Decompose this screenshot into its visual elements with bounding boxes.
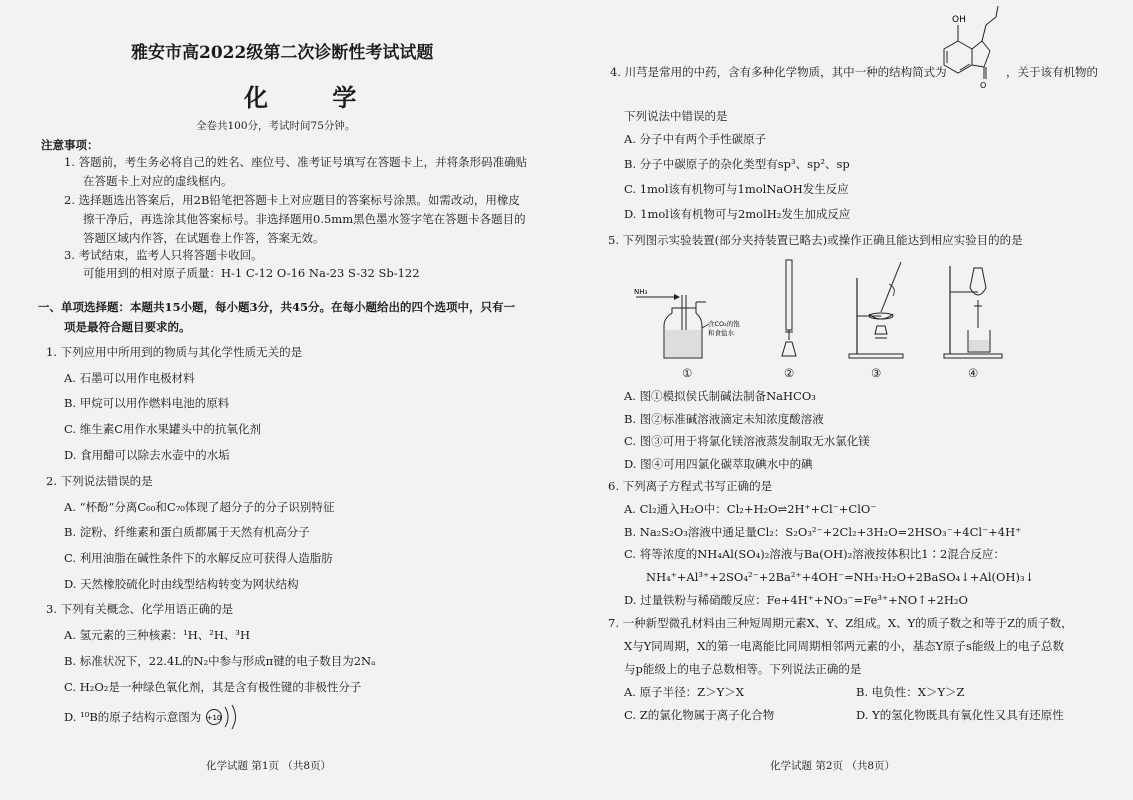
co2-label-2: 和食盐水 <box>708 329 734 337</box>
page-2 <box>566 0 1133 800</box>
q6-stem: 6. 下列离子方程式书写正确的是 <box>608 479 773 493</box>
q7-option-a: A. 原子半径：Z＞Y＞X <box>624 685 744 699</box>
q2-stem: 2. 下列说法错误的是 <box>46 474 153 488</box>
q4-option-d: D. 1mol该有机物可与2molH₂发生加成反应 <box>624 207 851 221</box>
q5-option-d: D. 图④可用四氯化碳萃取碘水中的碘 <box>624 457 813 471</box>
q2-option-d: D. 天然橡胶硫化时由线型结构转变为网状结构 <box>64 577 299 591</box>
fig-label-4: ④ <box>968 366 979 380</box>
notice-line: 2. 选择题选出答案后，用2B铅笔把答题卡上对应题目的答案标号涂黑。如需改动，用橡皮 <box>64 193 520 207</box>
chuanxiong-structure <box>934 5 1006 105</box>
atom-structure-diagram <box>205 704 245 732</box>
q1-option-c: C. 维生素C用作水果罐头中的抗氧化剂 <box>64 422 261 436</box>
section-heading: 一、单项选择题：本题共15小题，每小题3分，共45分。在每小题给出的四个选项中，只有一 <box>38 300 516 314</box>
nh3-label: NH₃ <box>634 288 648 296</box>
oh-label: OH <box>952 15 966 25</box>
q1-option-a: A. 石墨可以用作电极材料 <box>64 371 195 385</box>
q4-option-b: B. 分子中碳原子的杂化类型有sp³、sp²、sp <box>624 157 850 171</box>
nucleus-charge: +10 <box>206 714 222 722</box>
exam-title: 雅安市高2022级第二次诊断性考试试题 <box>131 43 434 63</box>
q3-option-b: B. 标准状况下，22.4L的N₂中参与形成π键的电子数目为2Nₐ <box>64 654 376 668</box>
q1-option-b: B. 甲烷可以用作燃料电池的原料 <box>64 396 230 410</box>
atomic-mass-line: 可能用到的相对原子质量：H-1 C-12 O-16 Na-23 S-32 Sb-122 <box>83 266 420 280</box>
fig-label-2: ② <box>784 366 795 380</box>
apparatus-2 <box>774 258 804 363</box>
notice-line: 在答题卡上对应的虚线框内。 <box>83 174 233 188</box>
q4-stem-cont2: 下列说法中错误的是 <box>624 109 728 123</box>
q4-option-c: C. 1mol该有机物可与1molNaOH发生反应 <box>624 182 849 196</box>
q2-option-a: A. “杯酚”分离C₆₀和C₇₀体现了超分子的分子识别特征 <box>64 500 335 514</box>
section-heading-cont: 项是最符合题目要求的。 <box>64 320 191 334</box>
q3-stem: 3. 下列有关概念、化学用语正确的是 <box>46 602 234 616</box>
q3-option-a: A. 氢元素的三种核素：¹H、²H、³H <box>64 628 251 642</box>
q3-option-d: D. ¹⁰B的原子结构示意图为 <box>64 710 202 724</box>
q1-option-d: D. 食用醋可以除去水壶中的水垢 <box>64 448 230 462</box>
notice-heading: 注意事项： <box>41 138 99 152</box>
notice-line: 3. 考试结束，监考人只将答题卡收回。 <box>64 248 263 262</box>
subject-title: 化 学 <box>244 83 385 112</box>
q4-stem: 4. 川芎是常用的中药，含有多种化学物质，其中一种的结构简式为 <box>610 65 947 79</box>
q5-stem: 5. 下列图示实验装置(部分夹持装置已略去)或操作正确且能达到相应实验目的的是 <box>608 233 1023 247</box>
q1-stem: 1. 下列应用中所用到的物质与其化学性质无关的是 <box>46 345 303 359</box>
q7-stem-cont2: 与p能级上的电子总数相等。下列说法正确的是 <box>624 662 862 676</box>
footer-page-2: 化学试题 第2页 （共8页） <box>770 760 896 772</box>
apparatus-3 <box>841 258 911 363</box>
fig-label-3: ③ <box>871 366 882 380</box>
q7-option-b: B. 电负性：X＞Y＞Z <box>856 685 965 699</box>
co2-label: 含CO₂的饱 <box>708 320 740 328</box>
q4-option-a: A. 分子中有两个手性碳原子 <box>624 132 767 146</box>
q5-option-a: A. 图①模拟侯氏制碱法制备NaHCO₃ <box>624 389 816 403</box>
footer-page-1: 化学试题 第1页 （共8页） <box>206 760 332 772</box>
notice-line: 擦干净后，再选涂其他答案标号。非选择题用0.5mm黑色墨水签字笔在答题卡各题目的 <box>83 212 526 226</box>
o-label: O <box>980 81 987 90</box>
q7-option-d: D. Y的氢化物既具有氧化性又具有还原性 <box>856 708 1064 722</box>
apparatus-1 <box>634 278 744 363</box>
q2-option-c: C. 利用油脂在碱性条件下的水解反应可获得人造脂肪 <box>64 551 333 565</box>
page-1 <box>0 0 566 800</box>
time-info: 全卷共100分，考试时间75分钟。 <box>196 120 356 132</box>
notice-line: 1. 答题前，考生务必将自己的姓名、座位号、准考证号填写在答题卡上，并将条形码准确贴 <box>64 155 528 169</box>
q2-option-b: B. 淀粉、纤维素和蛋白质都属于天然有机高分子 <box>64 525 310 539</box>
apparatus-4 <box>938 258 1008 363</box>
notice-line: 答题区域内作答，在试题卷上作答，答案无效。 <box>83 231 325 245</box>
q7-option-c: C. Z的氯化物属于离子化合物 <box>624 708 775 722</box>
q6-option-c-equation: NH₄⁺+Al³⁺+2SO₄²⁻+2Ba²⁺+4OH⁻=NH₃·H₂O+2BaSO₄↓+Al(OH)₃↓ <box>646 570 1035 584</box>
q3-option-c: C. H₂O₂是一种绿色氧化剂，其是含有极性键的非极性分子 <box>64 680 362 694</box>
q4-stem-cont: ，关于该有机物的 <box>1006 65 1098 79</box>
q6-option-d: D. 过量铁粉与稀硝酸反应：Fe+4H⁺+NO₃⁻=Fe³⁺+NO↑+2H₂O <box>624 593 968 607</box>
q6-option-a: A. Cl₂通入H₂O中：Cl₂+H₂O⇌2H⁺+Cl⁻+ClO⁻ <box>624 502 877 516</box>
fig-label-1: ① <box>682 366 693 380</box>
q7-stem: 7. 一种新型微孔材料由三种短周期元素X、Y、Z组成。X、Y的质子数之和等于Z的质子数， <box>608 616 1073 630</box>
q6-option-b: B. Na₂S₂O₃溶液中通足量Cl₂：S₂O₃²⁻+2Cl₂+3H₂O=2HSO₃⁻+4Cl⁻+4H⁺ <box>624 525 1022 539</box>
q7-stem-cont: X与Y同周期，X的第一电离能比同周期相邻两元素的小，基态Y原子s能级上的电子总数 <box>624 639 1064 653</box>
q5-option-c: C. 图③可用于将氯化镁溶液蒸发制取无水氯化镁 <box>624 434 870 448</box>
q5-option-b: B. 图②标准碱溶液滴定未知浓度酸溶液 <box>624 412 824 426</box>
q6-option-c: C. 将等浓度的NH₄Al(SO₄)₂溶液与Ba(OH)₂溶液按体积比1∶2混合反应： <box>624 547 1005 561</box>
